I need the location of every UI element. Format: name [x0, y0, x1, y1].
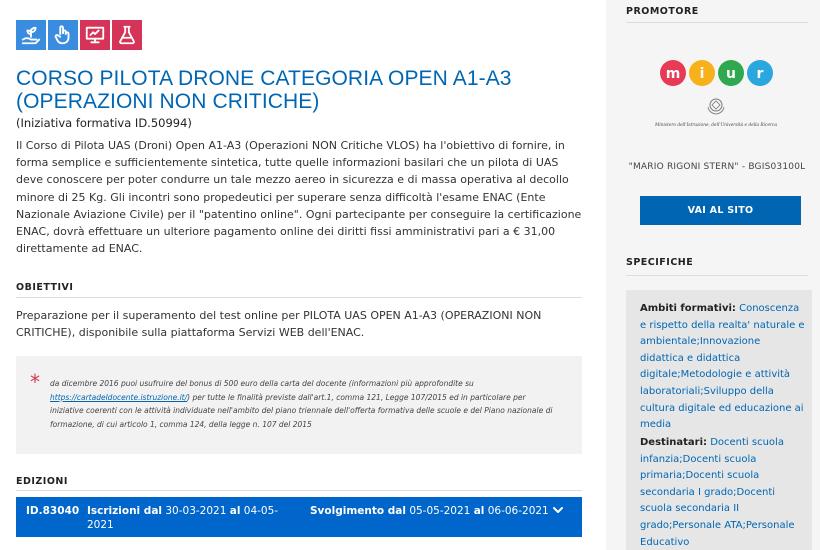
- visit-site-button[interactable]: VAI AL SITO: [640, 196, 801, 225]
- miur-logo-graphic: [646, 55, 786, 135]
- specs-divider: [626, 275, 808, 276]
- school-name: "MARIO RIGONI STERN" - BGIS03100L: [628, 162, 806, 172]
- objectives-heading: OBIETTIVI: [16, 282, 74, 293]
- asterisk-icon: *: [30, 370, 40, 394]
- hand-plant-icon: [16, 20, 46, 50]
- category-icons: [16, 20, 142, 50]
- spec-ambiti: [640, 301, 806, 434]
- logo-letter: u: [726, 66, 736, 82]
- miur-logo: [646, 55, 786, 135]
- edition-schedule-dates: Svolgimento dal 05-05-2021 al 06-06-2021: [310, 505, 549, 517]
- spec-ambiti-value: Conoscenza e rispetto della realta' naturale e ambientale;Innovazione didattica e didattica digitale;Metodologie e attività laboratoriali;Sviluppo della cultura digitale ed educazione ai media: [640, 303, 805, 431]
- course-title: CORSO PILOTA DRONE CATEGORIA OPEN A1-A3 (OPERAZIONI NON CRITICHE): [16, 67, 512, 113]
- edition-id: ID.83040: [26, 505, 80, 517]
- flask-icon: [112, 20, 142, 50]
- initiative-id: (Iniziativa formativa ID.50994): [16, 116, 192, 130]
- carta-docente-link[interactable]: https://cartadeldocente.istruzione.it/: [50, 392, 188, 402]
- spec-destinatari-label: Destinatari:: [640, 437, 707, 448]
- chevron-down-icon[interactable]: [551, 503, 565, 517]
- bonus-note-text: da dicembre 2016 puoi usufruire del bonus di 500 euro della carta del docente (informazioni più approfondite su https://cartadeldocente.istruzione.it/) per tutte le finalità previste dall'art.1, comma 121, Legge 107/2015 ed in particolare per iniziative coerenti con le attività individuate nell'ambito del piano triennale dell'offerta formativa delle scuole e del Piano nazionale di formazione, di cui articolo 1, comma 124, della legge n. 107 del 2015: [50, 379, 553, 429]
- specs-panel: [626, 290, 812, 550]
- logo-letter: i: [699, 66, 705, 82]
- spec-destinatari: [640, 435, 806, 550]
- miur-logo-caption: Ministero dell'Istruzione, dell'Università e della Ricerca: [654, 123, 778, 128]
- sidebar: [606, 0, 820, 550]
- bonus-note: [16, 356, 582, 454]
- objectives-text: Preparazione per il superamento del test online per PILOTA UAS OPEN A1-A3 (OPERAZIONI NON CRITICHE), disponibile sulla piattaforma Servizi WEB dell'ENAC.: [16, 309, 542, 340]
- course-description: Il Corso di Pilota UAS (Droni) Open A1-A3 (Operazioni NON Critiche VLOS) ha l'obiettivo di fornire, in forma semplice e sufficientemente sintetica, tutte quelle informazioni basilari che un pilota di UAS deve conoscere per poter condurre un tale mezzo aereo in sicurezza e di massa operativa al decollo minore di 25 Kg. Gli incontri sono propedeutici per superare senza difficoltà l'esame ENAC (Ente Nazionale Aviazione Civile) per il "patentino online". Ogni partecipante per conseguire la certificazione ENAC, dovrà effettuare un ulteriore pagamento online dei diritti fissi amministrativi pari a € 31,00 direttamente ad ENAC.: [16, 139, 582, 256]
- editions-heading: EDIZIONI: [16, 476, 68, 487]
- objectives-divider: [16, 297, 582, 298]
- edition-registration-dates: Iscrizioni dal 30-03-2021 al 04-05-2021: [87, 505, 279, 531]
- spec-destinatari-value: Docenti scuola infanzia;Docenti scuola primaria;Docenti scuola secondaria I grado;Docenti scuola secondaria II grado;Personale ATA;Personale Educativo: [640, 437, 795, 548]
- logo-letter: m: [665, 66, 681, 82]
- promoter-heading: PROMOTORE: [626, 6, 699, 17]
- edition-row[interactable]: [16, 497, 582, 537]
- spec-ambiti-label: Ambiti formativi:: [640, 303, 736, 314]
- logo-letter: r: [756, 66, 764, 82]
- editions-divider: [16, 490, 582, 491]
- touch-hand-icon: [48, 20, 78, 50]
- whiteboard-icon: [80, 20, 110, 50]
- specs-heading: SPECIFICHE: [626, 257, 694, 268]
- promoter-divider: [626, 22, 808, 23]
